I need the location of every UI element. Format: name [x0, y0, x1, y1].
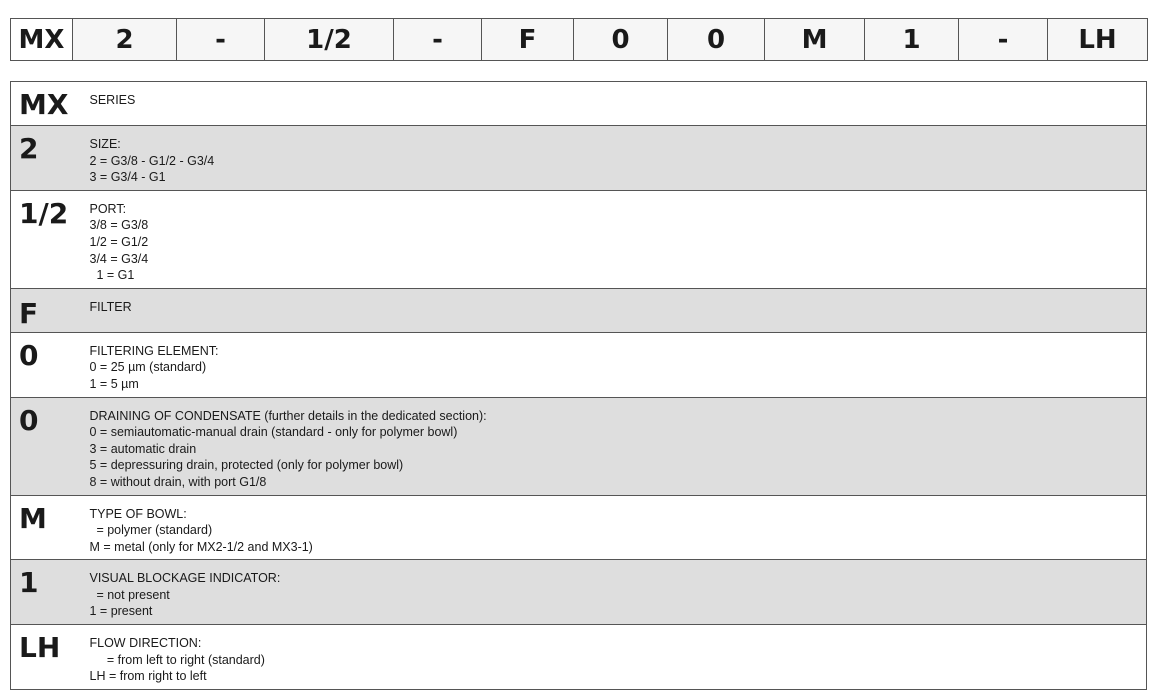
row-title: PORT:	[89, 201, 127, 216]
row-option: 8 = without drain, with port G1/8	[89, 474, 267, 489]
code-segment-port: 1/2	[265, 19, 394, 61]
row-code: 0	[11, 397, 89, 495]
row-description	[89, 82, 1147, 126]
row-option: = polymer (standard)	[89, 523, 213, 538]
row-option: 1 = present	[89, 604, 153, 619]
row-code: 1	[11, 560, 89, 625]
code-segment-filter: F	[482, 19, 574, 61]
row-description	[89, 332, 1147, 397]
row-port	[11, 190, 1147, 288]
row-option: M = metal (only for MX2-1/2 and MX3-1)	[89, 539, 313, 554]
row-option: LH = from right to left	[89, 669, 207, 684]
row-series	[11, 82, 1147, 126]
row-bowl	[11, 495, 1147, 560]
row-option: 0 = semiautomatic-manual drain (standard - only for polymer bowl)	[89, 425, 458, 440]
row-option: 3/8 = G3/8	[89, 218, 149, 233]
row-code: 2	[11, 126, 89, 191]
code-segment-filtering-element: 0	[574, 19, 668, 61]
row-title: FILTERING ELEMENT:	[89, 343, 219, 358]
row-option: 2 = G3/8 - G1/2 - G3/4	[89, 153, 215, 168]
row-code: M	[11, 495, 89, 560]
row-draining	[11, 397, 1147, 495]
code-segment-indicator: 1	[865, 19, 959, 61]
row-option: = not present	[89, 587, 170, 602]
row-title: SIZE:	[89, 137, 121, 151]
row-option: 1 = G1	[89, 268, 135, 283]
code-segment-separator: -	[394, 19, 482, 61]
row-indicator	[11, 560, 1147, 625]
row-code: LH	[11, 625, 89, 690]
row-description	[89, 190, 1147, 288]
row-option: 3 = G3/4 - G1	[89, 170, 166, 185]
row-title: TYPE OF BOWL:	[89, 506, 187, 521]
row-code: 0	[11, 332, 89, 397]
row-option: 0 = 25 µm (standard)	[89, 360, 207, 375]
code-segment-separator: -	[177, 19, 265, 61]
row-size	[11, 126, 1147, 191]
row-code: 1/2	[11, 190, 89, 288]
row-option: 1 = 5 µm	[89, 376, 139, 391]
row-code: F	[11, 288, 89, 332]
row-flow-direction	[11, 625, 1147, 690]
row-option: 5 = depressuring drain, protected (only for polymer bowl)	[89, 458, 404, 473]
row-option: = from left to right (standard)	[89, 652, 265, 667]
row-description	[89, 495, 1147, 560]
code-segment-bowl: M	[765, 19, 865, 61]
code-description-table	[10, 81, 1147, 690]
ordering-code-bar	[10, 18, 1148, 61]
row-title: VISUAL BLOCKAGE INDICATOR:	[89, 571, 281, 586]
row-filter	[11, 288, 1147, 332]
row-filtering-element	[11, 332, 1147, 397]
code-segment-series: MX	[11, 19, 73, 61]
row-description	[89, 625, 1147, 690]
row-description	[89, 126, 1147, 191]
row-option: 3/4 = G3/4	[89, 251, 149, 266]
row-description	[89, 288, 1147, 332]
row-title: FLOW DIRECTION:	[89, 636, 202, 651]
row-title: DRAINING OF CONDENSATE (further details in the dedicated section):	[89, 408, 487, 423]
row-option: 1/2 = G1/2	[89, 234, 149, 249]
row-title: SERIES	[89, 93, 136, 107]
row-title: FILTER	[89, 299, 132, 314]
row-description	[89, 560, 1147, 625]
code-segment-separator: -	[959, 19, 1048, 61]
code-segment-size: 2	[73, 19, 177, 61]
row-description	[89, 397, 1147, 495]
code-segment-draining: 0	[668, 19, 765, 61]
code-segment-flow-direction: LH	[1048, 19, 1148, 61]
row-code: MX	[11, 82, 89, 126]
row-option: 3 = automatic drain	[89, 441, 197, 456]
